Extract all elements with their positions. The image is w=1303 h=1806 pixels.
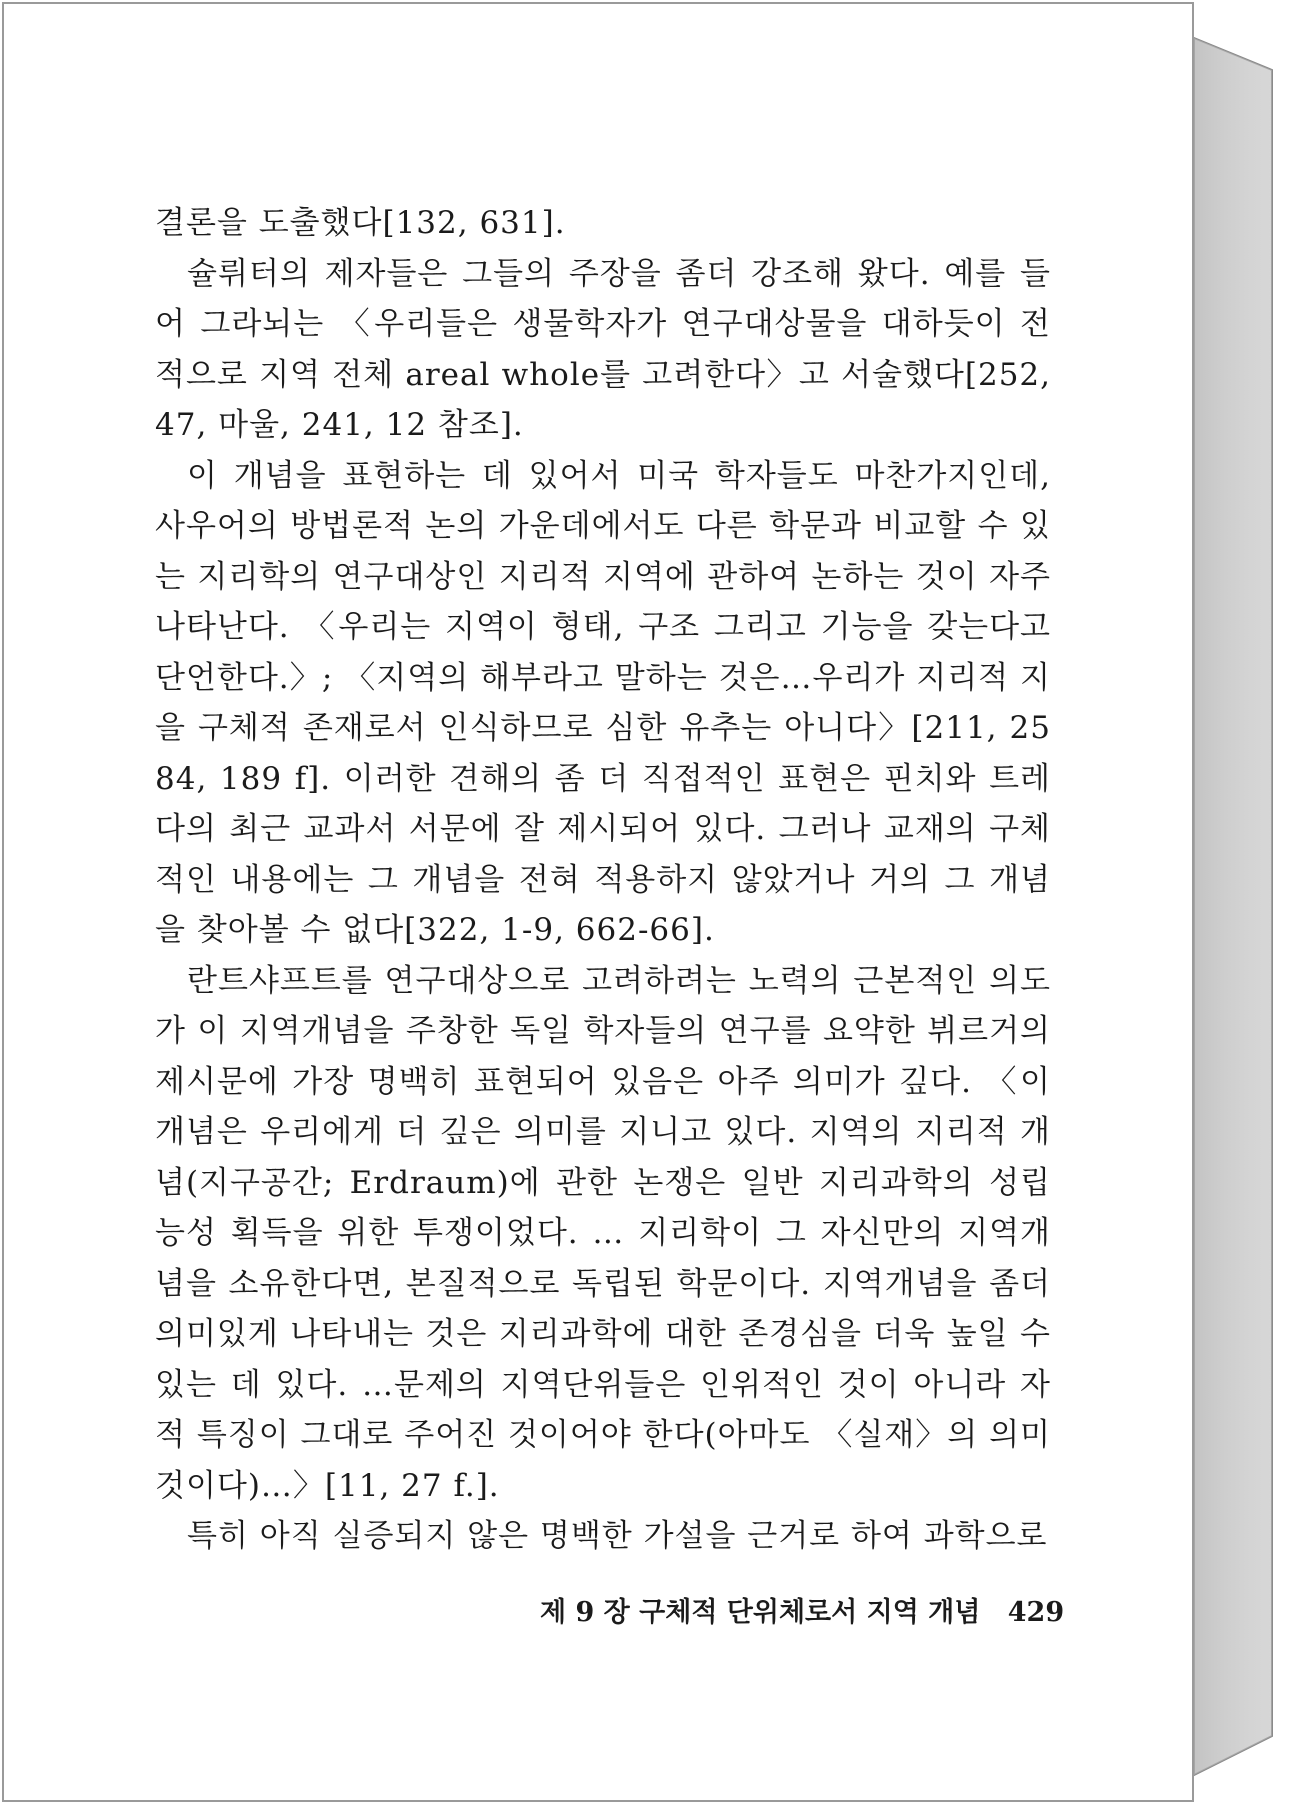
text-line: 개념은 우리에게 더 깊은 의미를 지니고 있다. 지역의 지리적 개 (155, 1114, 1051, 1150)
text-line: 는 지리학의 연구대상인 지리적 지역에 관하여 논하는 것이 자주 (155, 558, 1051, 595)
text-line: 가 이 지역개념을 주창한 독일 학자들의 연구를 요약한 뷔르거의 (155, 1013, 1051, 1049)
text-line: 다의 최근 교과서 서문에 잘 제시되어 있다. 그러나 교재의 구체 (155, 811, 1051, 847)
text-line: 념(지구공간; Erdraum)에 관한 논쟁은 일반 지리과학의 성립 (155, 1164, 1051, 1201)
text-line: 나타난다. 〈우리는 지역이 형태, 구조 그리고 기능을 갖는다고 (155, 609, 1051, 645)
text-line: 결론을 도출했다[132, 631]. (155, 205, 566, 241)
text-line: 이 개념을 표현하는 데 있어서 미국 학자들도 마찬가지인데, (187, 457, 1051, 494)
page-number: 429 (1007, 1597, 1065, 1628)
text-line: 특히 아직 실증되지 않은 명백한 가설을 근거로 하여 과학으로 (187, 1518, 1048, 1554)
text-line: 능성 획득을 위한 투쟁이었다. … 지리학이 그 자신만의 지역개 (155, 1215, 1051, 1251)
text-line: 있는 데 있다. …문제의 지역단위들은 인위적인 것이 아니라 자 (155, 1366, 1051, 1403)
text-line: 사우어의 방법론적 논의 가운데에서도 다른 학문과 비교할 수 있 (155, 508, 1051, 544)
text-line: 제시문에 가장 명백히 표현되어 있음은 아주 의미가 깊다. 〈이 (155, 1063, 1051, 1100)
text-line: 념을 소유한다면, 본질적으로 독립된 학문이다. 지역개념을 좀더 (155, 1265, 1051, 1302)
spine-shade (1194, 38, 1272, 1775)
chapter-title: 제 9 장 구체적 단위체로서 지역 개념 (540, 1597, 981, 1628)
paragraph (155, 451, 1051, 956)
paragraph (155, 956, 1051, 1512)
text-line: 적 특징이 그대로 주어진 것이어야 한다(아마도 〈실재〉의 의미 (155, 1417, 1051, 1453)
paragraph (155, 198, 1051, 249)
text-line: 단언한다.〉; 〈지역의 해부라고 말하는 것은…우리가 지리적 지 (155, 659, 1051, 696)
text-line: 을 구체적 존재로서 인식하므로 심한 유추는 아니다〉[211, 25 (155, 710, 1051, 746)
text-line: 의미있게 나타내는 것은 지리과학에 대한 존경심을 더욱 높일 수 (155, 1316, 1051, 1352)
body-text (155, 198, 1051, 1562)
text-line: 적으로 지역 전체 areal whole를 고려한다〉고 서술했다[252, (155, 356, 1051, 393)
text-line: 적인 내용에는 그 개념을 전혀 적용하지 않았거나 거의 그 개념 (155, 861, 1051, 898)
text-line: 것이다)…〉[11, 27 f.]. (155, 1467, 500, 1504)
paragraph (155, 1511, 1051, 1562)
text-line: 란트샤프트를 연구대상으로 고려하려는 노력의 근본적인 의도 (187, 962, 1051, 999)
text-line: 슐뤼터의 제자들은 그들의 주장을 좀더 강조해 왔다. 예를 들 (187, 255, 1051, 292)
paragraph (155, 249, 1051, 451)
text-line: 84, 189 f]. 이러한 견해의 좀 더 직접적인 표현은 핀치와 트레 (155, 760, 1051, 797)
text-line: 어 그라뇌는 〈우리들은 생물학자가 연구대상물을 대하듯이 전 (155, 306, 1051, 342)
page-footer (540, 1590, 1065, 1629)
text-line: 을 찾아볼 수 없다[322, 1-9, 662-66]. (155, 912, 715, 948)
text-line: 47, 마울, 241, 12 참조]. (155, 407, 524, 443)
